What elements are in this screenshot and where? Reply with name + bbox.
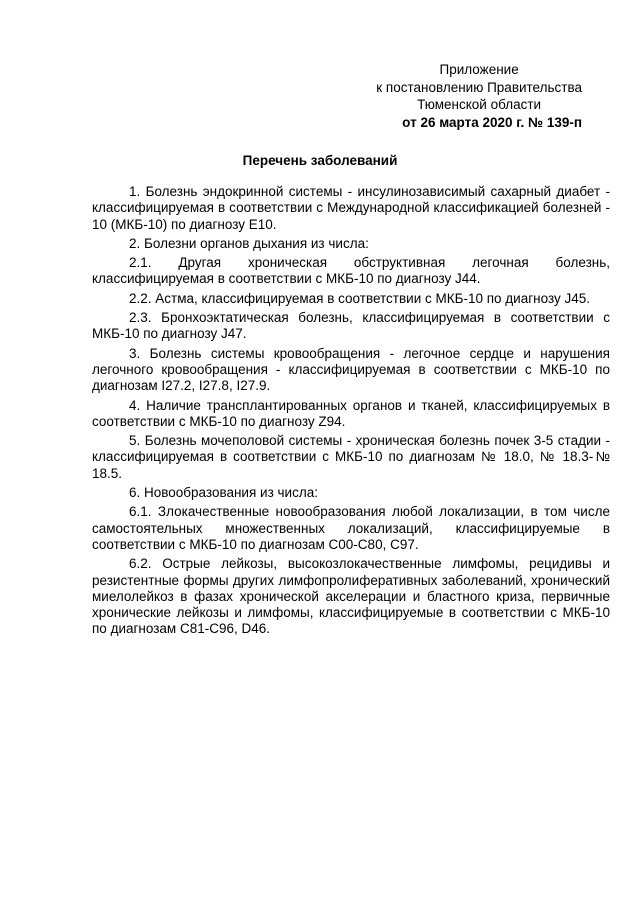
region-name: Тюменской области xyxy=(417,97,542,112)
list-item-3: 3. Болезнь системы кровообращения - легочное сердце и нарушения легочного кровообращения - классифицируемая в соответствии с МКБ-10 по диагнозам I27.2, I27.8, I27.9. xyxy=(92,345,610,394)
list-item-1: 1. Болезнь эндокринной системы - инсулинозависимый сахарный диабет - классифицируемая в соответствии с Международной классификацией болезней - 10 (МКБ-10) по диагнозу E10. xyxy=(92,184,610,232)
list-item-5: 5. Болезнь мочеполовой системы - хроническая болезнь почек 3-5 стадии - классифицируемая в соответствии с МКБ-10 по диагнозам № 18.0, № 18.3-№ 18.5. xyxy=(92,433,610,481)
resolution-date-number: от 26 марта 2020 г. № 139-п xyxy=(402,114,582,130)
list-item-2-2: 2.2. Астма, классифицируемая в соответствии с МКБ-10 по диагнозу J45. xyxy=(129,290,591,306)
list-item-2: 2. Болезни органов дыхания из числа: xyxy=(129,235,369,251)
list-item-6: 6. Новообразования из числа: xyxy=(129,485,318,501)
document-title: Перечень заболеваний xyxy=(242,153,398,168)
list-item-2-3: 2.3. Бронхоэктатическая болезнь, классифицируемая в соответствии с МКБ-10 по диагнозу J47. xyxy=(92,310,610,342)
disease-list xyxy=(92,184,610,641)
list-item-6-2: 6.2. Острые лейкозы, высокозлокачественные лимфомы, рецидивы и резистентные формы других лимфопролиферативных заболеваний, хронический миелолейкоз в фазах хронической акселерации и бластного криза, первичные хронические лейкозы и лимфомы, классифицируемые в соответствии с МКБ-10 по диагнозам C81-C96, D46. xyxy=(92,556,610,637)
list-item-6-1: 6.1. Злокачественные новообразования любой локализации, в том числе самостоятельных множественных локализаций, классифицируемые в соответствии с МКБ-10 по диагнозам C00-C80, C97. xyxy=(92,504,610,552)
list-item-2-1: 2.1. Другая хроническая обструктивная легочная болезнь, классифицируемая в соответствии с МКБ-10 по диагнозу J44. xyxy=(92,255,610,287)
appendix-label: Приложение xyxy=(439,62,519,77)
resolution-reference: к постановлению Правительства xyxy=(376,79,582,95)
appendix-header xyxy=(376,61,582,131)
list-item-4: 4. Наличие трансплантированных органов и тканей, классифицируемых в соответствии с МКБ-10 по диагнозу Z94. xyxy=(92,397,610,429)
